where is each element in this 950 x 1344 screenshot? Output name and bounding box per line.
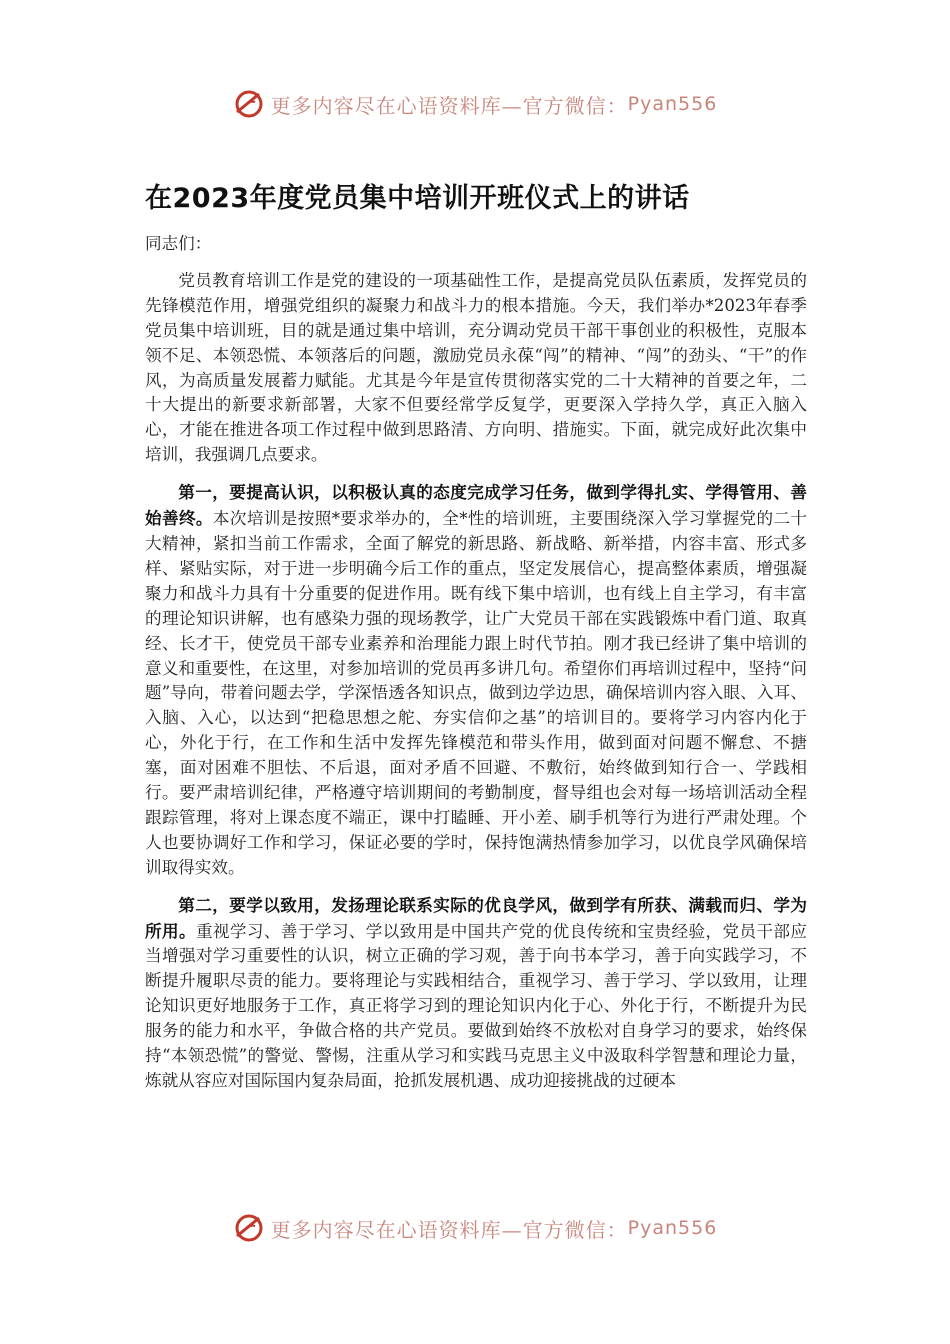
paragraph-second-point (145, 893, 807, 1094)
paragraph-text: 重视学习、善于学习、学以致用是中国共产党的优良传统和宝贵经验，党员干部应当增强对学习重要性的认识，树立正确的学习观，善于向书本学习，善于向实践学习，不断提升履职尽责的能力。要将理论与实践相结合，重视学习、善于学习、学以致用，让理论知识更好地服务于工作，真正将学习到的理论知识内化于心、外化于行，不断提升为民服务的能力和水平，争做合格的共产党员。要做到始终不放松对自身学习的要求，始终保持“本领恐慌”的警觉、警惕，注重从学习和实践马克思主义中汲取科学智慧和理论力量，炼就从容应对国际国内复杂局面，抢抓发展机遇、成功迎接挑战的过硬本 (145, 921, 807, 1090)
watermark-wechat-id: Pyan556 (627, 1217, 718, 1239)
paragraph-intro (145, 269, 807, 468)
watermark-text: 更多内容尽在心语资料库—官方微信： (270, 93, 628, 118)
document-title: 在2023年度党员集中培训开班仪式上的讲话 (145, 183, 690, 214)
paragraph-first-point (145, 480, 807, 881)
watermark-wechat-id: Pyan556 (627, 93, 718, 115)
paragraph-text: 党员教育培训工作是党的建设的一项基础性工作，是提高党员队伍素质，发挥党员的先锋模范作用，增强党组织的凝聚力和战斗力的根本措施。今天，我们举办*2023年春季党员集中培训班，目的就是通过集中培训，充分调动党员干部干事创业的积极性，克服本领不足、本领恐慌、本领落后的问题，激励党员永葆“闯”的精神、“闯”的劲头、“干”的作风，为高质量发展蓄力赋能。尤其是今年是宣传贯彻落实党的二十大精神的首要之年，二十大提出的新要求新部署，大家不但要经常学反复学，更要深入学持久学，真正入脑入心，才能在推进各项工作过程中做到思路清、方向明、措施实。下面，就完成好此次集中培训，我强调几点要求。 (145, 270, 807, 465)
paragraph-lead: 第二，要学以致用，发扬理论联系实际的优良学风，做到学有所获、满载而归、学为所用。 (145, 894, 807, 941)
watermark-footer (0, 1212, 950, 1244)
greeting: 同志们： (145, 234, 212, 253)
paragraph-text: 本次培训是按照*要求举办的，全*性的培训班，主要围绕深入学习掌握党的二十大精神，紧扣当前工作需求，全面了解党的新思路、新战略、新举措，内容丰富、形式多样、紧贴实际，对于进一步明确今后工作的重点，坚定发展信心，提高整体素质，增强凝聚力和战斗力具有十分重要的促进作用。既有线下集中培训，也有线上自主学习，有丰富的理论知识讲解，也有感染力强的现场教学，让广大党员干部在实践锻炼中看门道、取真经、长才干，使党员干部专业素养和治理能力跟上时代节拍。刚才我已经讲了集中培训的意义和重要性，在这里，对参加培训的党员再多讲几句。希望你们再培训过程中，坚持“问题”导向，带着问题去学，学深悟透各知识点，做到边学边思，确保培训内容入眼、入耳、入脑、入心，以达到“把稳思想之舵、夯实信仰之基”的培训目的。要将学习内容内化于心，外化于行，在工作和生活中发挥先锋模范和带头作用，做到面对问题不懈怠、不搪塞，面对困难不胆怯、不后退，面对矛盾不回避、不敷衍，始终做到知行合一、学践相行。要严肃培训纪律，严格遵守培训期间的考勤制度，督导组也会对每一场培训活动全程跟踪管理，将对上课态度不端正，课中打瞌睡、开小差、刷手机等行为进行严肃处理。个人也要协调好工作和学习，保证必要的学时，保持饱满热情参加学习，以优良学风确保培训取得实效。 (145, 509, 808, 877)
watermark-logo-icon (233, 1212, 265, 1244)
document-body (145, 232, 807, 1106)
watermark-text: 更多内容尽在心语资料库—官方微信： (270, 1217, 628, 1242)
watermark-logo-icon (233, 88, 265, 120)
watermark-header (0, 88, 950, 120)
paragraph-lead: 第一，要提高认识，以积极认真的态度完成学习任务，做到学得扎实、学得管用、善始善终。 (145, 482, 807, 529)
